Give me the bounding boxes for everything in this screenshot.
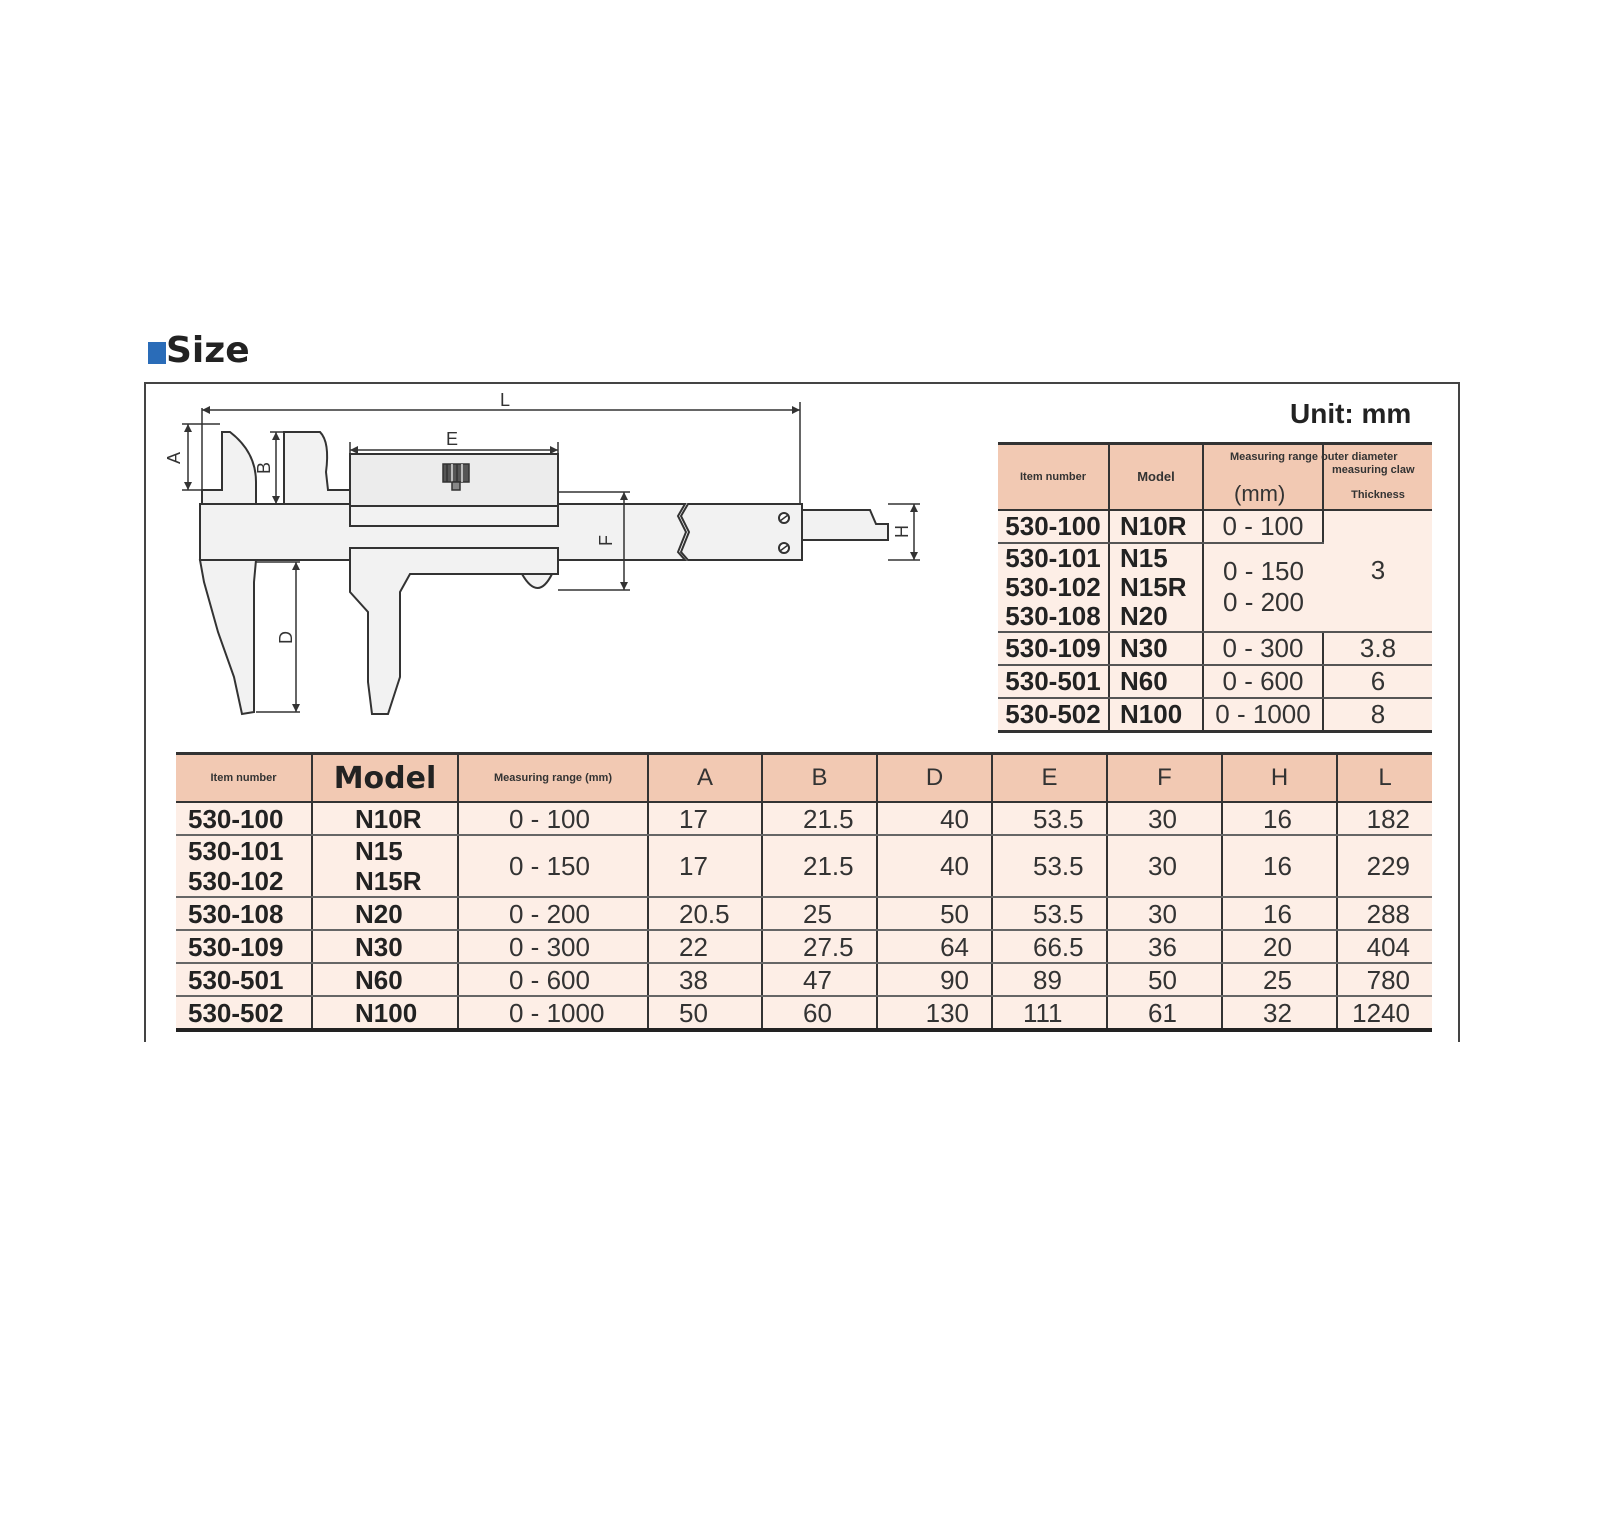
range-cell: 0 - 300	[458, 930, 648, 963]
range-cell: 0 - 1000	[458, 996, 648, 1030]
table-row	[176, 897, 1432, 930]
header-range-line2: measuring claw	[1332, 464, 1415, 476]
range-cell: 0 - 150	[458, 835, 648, 897]
e-cell: 53.5	[992, 835, 1107, 897]
table-header-row	[176, 754, 1432, 803]
model-name: N15R	[355, 866, 422, 896]
thickness-cell: 8	[1323, 698, 1432, 732]
thickness-cell: 3	[1323, 510, 1432, 632]
table-row	[998, 665, 1432, 698]
range-cell: 0 - 100	[1203, 510, 1323, 543]
header-a: A	[648, 754, 762, 803]
b-cell: 27.5	[762, 930, 877, 963]
table-row	[998, 698, 1432, 732]
model-cell: N10R	[1109, 510, 1203, 543]
model-cell	[1109, 543, 1203, 632]
item-number-cell: 530-501	[998, 665, 1109, 698]
header-range-unit: (mm)	[1234, 481, 1286, 506]
dim-label-f: F	[596, 535, 616, 546]
a-cell: 17	[648, 802, 762, 835]
model-cell: N60	[1109, 665, 1203, 698]
item-number-cell: 530-100	[998, 510, 1109, 543]
l-cell: 780	[1337, 963, 1432, 996]
item-number: 530-101	[188, 836, 284, 866]
header-item-number: Item number	[176, 754, 312, 803]
model-cell: N100	[1109, 698, 1203, 732]
l-cell: 1240	[1337, 996, 1432, 1030]
header-model: Model	[1109, 444, 1203, 510]
item-number-cell: 530-109	[176, 930, 312, 963]
dim-label-d: D	[276, 631, 296, 644]
model-cell: N30	[312, 930, 458, 963]
item-number: 530-108	[1005, 600, 1101, 631]
range-cell: 0 - 100	[458, 802, 648, 835]
f-cell: 30	[1107, 897, 1222, 930]
range-cell: 0 - 600	[458, 963, 648, 996]
thickness-cell: 6	[1323, 665, 1432, 698]
item-number: 530-102	[1005, 571, 1101, 602]
e-cell: 66.5	[992, 930, 1107, 963]
d-cell: 50	[877, 897, 992, 930]
caliper-dimension-drawing	[160, 392, 960, 742]
model-name: N20	[1120, 600, 1168, 631]
header-thickness: Thickness	[1323, 444, 1432, 510]
e-cell: 89	[992, 963, 1107, 996]
unit-label: Unit: mm	[1290, 398, 1412, 429]
model-cell: N60	[312, 963, 458, 996]
header-d: D	[877, 754, 992, 803]
range-cell: 0 - 300	[1203, 632, 1323, 665]
item-number-cell: 530-109	[998, 632, 1109, 665]
dim-label-h: H	[892, 525, 912, 538]
table-header-row	[998, 444, 1432, 510]
a-cell: 50	[648, 996, 762, 1030]
range-value: 0 - 200	[1223, 587, 1304, 617]
item-number-cell	[998, 543, 1109, 632]
item-number-cell: 530-108	[176, 897, 312, 930]
l-cell: 288	[1337, 897, 1432, 930]
model-cell: N100	[312, 996, 458, 1030]
h-cell: 16	[1222, 802, 1337, 835]
d-cell: 64	[877, 930, 992, 963]
table-row	[176, 930, 1432, 963]
h-cell: 16	[1222, 897, 1337, 930]
model-name: N15R	[1120, 571, 1187, 602]
section-title: Size	[166, 330, 250, 371]
table-row	[176, 963, 1432, 996]
b-cell: 25	[762, 897, 877, 930]
d-cell: 40	[877, 835, 992, 897]
item-number: 530-102	[188, 866, 284, 896]
dim-label-e: E	[446, 429, 459, 449]
range-cell: 0 - 200	[458, 897, 648, 930]
dim-label-a: A	[164, 451, 184, 464]
model-name: N15	[1120, 542, 1168, 573]
f-cell: 50	[1107, 963, 1222, 996]
header-h: H	[1222, 754, 1337, 803]
b-cell: 47	[762, 963, 877, 996]
e-cell: 53.5	[992, 802, 1107, 835]
h-cell: 20	[1222, 930, 1337, 963]
f-cell: 30	[1107, 802, 1222, 835]
table-row	[998, 510, 1432, 543]
item-number-cell	[176, 835, 312, 897]
h-cell: 16	[1222, 835, 1337, 897]
a-cell: 20.5	[648, 897, 762, 930]
header-model: Model	[312, 754, 458, 803]
claw-thickness-table	[998, 442, 1432, 733]
model-cell	[312, 835, 458, 897]
range-cell: 0 - 1000	[1203, 698, 1323, 732]
a-cell: 22	[648, 930, 762, 963]
range-value: 0 - 150	[1223, 556, 1304, 586]
l-cell: 404	[1337, 930, 1432, 963]
e-cell: 111	[992, 996, 1107, 1030]
a-cell: 38	[648, 963, 762, 996]
f-cell: 61	[1107, 996, 1222, 1030]
header-item-number: Item number	[998, 444, 1109, 510]
heading-marker	[148, 342, 166, 364]
item-number-cell: 530-502	[998, 698, 1109, 732]
e-cell: 53.5	[992, 897, 1107, 930]
dim-label-b: B	[254, 461, 274, 474]
b-cell: 60	[762, 996, 877, 1030]
model-cell: N20	[312, 897, 458, 930]
header-f: F	[1107, 754, 1222, 803]
model-name: N15	[355, 836, 403, 866]
a-cell: 17	[648, 835, 762, 897]
d-cell: 90	[877, 963, 992, 996]
header-b: B	[762, 754, 877, 803]
model-cell: N30	[1109, 632, 1203, 665]
table-row	[998, 632, 1432, 665]
item-number-cell: 530-502	[176, 996, 312, 1030]
header-range-line1: Measuring range outer diameter	[1230, 451, 1398, 463]
l-cell: 182	[1337, 802, 1432, 835]
header-e: E	[992, 754, 1107, 803]
b-cell: 21.5	[762, 835, 877, 897]
f-cell: 36	[1107, 930, 1222, 963]
range-cell: 0 - 600	[1203, 665, 1323, 698]
model-cell: N10R	[312, 802, 458, 835]
table-row	[176, 996, 1432, 1030]
b-cell: 21.5	[762, 802, 877, 835]
item-number: 530-101	[1005, 542, 1101, 573]
item-number-cell: 530-501	[176, 963, 312, 996]
d-cell: 40	[877, 802, 992, 835]
range-cell	[1203, 543, 1323, 632]
d-cell: 130	[877, 996, 992, 1030]
dimension-table	[176, 752, 1432, 1032]
header-measuring-range: Measuring range (mm)	[458, 754, 648, 803]
h-cell: 32	[1222, 996, 1337, 1030]
table-row	[176, 802, 1432, 835]
table-row	[176, 835, 1432, 897]
f-cell: 30	[1107, 835, 1222, 897]
h-cell: 25	[1222, 963, 1337, 996]
item-number-cell: 530-100	[176, 802, 312, 835]
header-l: L	[1337, 754, 1432, 803]
thickness-cell: 3.8	[1323, 632, 1432, 665]
l-cell: 229	[1337, 835, 1432, 897]
dim-label-l: L	[500, 392, 511, 410]
